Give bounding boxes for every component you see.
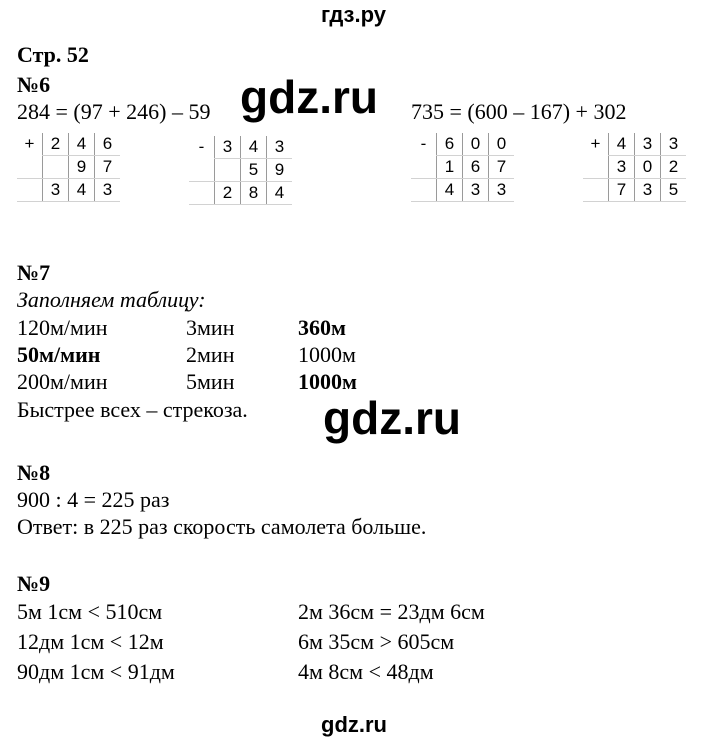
digit: 9 xyxy=(69,156,95,179)
watermark-top: gdz.ru xyxy=(240,71,378,123)
operator-cell xyxy=(17,156,43,179)
result-digit: 3 xyxy=(635,179,661,202)
operator-cell xyxy=(189,159,215,182)
task7-distance-2: 1000м xyxy=(298,342,356,367)
site-header: гдз.ру xyxy=(321,2,386,27)
digit: 3 xyxy=(267,136,293,159)
digit: 3 xyxy=(609,156,635,179)
digit: 3 xyxy=(635,133,661,156)
digit: 7 xyxy=(489,156,515,179)
operator-sign: - xyxy=(198,137,205,157)
watermark-middle: gdz.ru xyxy=(323,392,461,444)
digit: 6 xyxy=(95,133,121,156)
task6-label: №6 xyxy=(17,72,51,97)
result-digit: 8 xyxy=(241,182,267,205)
digit: 5 xyxy=(241,159,267,182)
task9-label: №9 xyxy=(17,571,51,596)
digit xyxy=(43,156,69,179)
digit: 2 xyxy=(661,156,687,179)
result-digit: 2 xyxy=(215,182,241,205)
digit: 1 xyxy=(437,156,463,179)
operator-cell xyxy=(411,156,437,179)
task7-distance-3: 1000м xyxy=(298,369,357,394)
task7-label: №7 xyxy=(17,260,51,285)
digit: 7 xyxy=(95,156,121,179)
digit: 4 xyxy=(69,133,95,156)
digit: 0 xyxy=(463,133,489,156)
digit: 0 xyxy=(489,133,515,156)
task7-distance-1: 360м xyxy=(298,315,346,340)
task7-time-2: 2мин xyxy=(186,342,235,367)
operator-sign: - xyxy=(420,134,427,154)
result-digit: 5 xyxy=(661,179,687,202)
task9-left-2: 12дм 1см < 12м xyxy=(17,629,164,654)
digit: 6 xyxy=(437,133,463,156)
operator-sign: + xyxy=(590,134,601,154)
result-digit: 3 xyxy=(489,179,515,202)
task6-equation-2: 735 = (600 – 167) + 302 xyxy=(411,99,627,124)
result-digit: 7 xyxy=(609,179,635,202)
digit xyxy=(215,159,241,182)
task7-speed-1: 120м/мин xyxy=(17,315,108,340)
task6-equation-1: 284 = (97 + 246) – 59 xyxy=(17,99,211,124)
operator-sign: + xyxy=(24,134,35,154)
task8-label: №8 xyxy=(17,460,51,485)
operator-cell xyxy=(583,156,609,179)
result-digit: 4 xyxy=(267,182,293,205)
task8-answer: Ответ: в 225 раз скорость самолета больше. xyxy=(17,514,427,539)
digit: 3 xyxy=(215,136,241,159)
digit: 2 xyxy=(43,133,69,156)
page-number: Стр. 52 xyxy=(17,42,89,67)
digit: 9 xyxy=(267,159,293,182)
task9-left-1: 5м 1см < 510см xyxy=(17,599,163,624)
result-digit: 3 xyxy=(43,179,69,202)
task8-calculation: 900 : 4 = 225 раз xyxy=(17,487,170,512)
result-digit: 4 xyxy=(437,179,463,202)
task7-speed-2: 50м/мин xyxy=(17,342,101,367)
result-digit: 3 xyxy=(95,179,121,202)
task7-conclusion: Быстрее всех – стрекоза. xyxy=(17,397,248,422)
digit: 3 xyxy=(661,133,687,156)
task9-right-3: 4м 8см < 48дм xyxy=(298,659,434,684)
result-digit: 3 xyxy=(463,179,489,202)
calc-grid-2 xyxy=(189,136,292,205)
calc-grid-3 xyxy=(411,133,514,202)
operator-cell xyxy=(189,182,215,205)
task7-time-3: 5мин xyxy=(186,369,235,394)
task9-right-2: 6м 35см > 605см xyxy=(298,629,455,654)
result-digit: 4 xyxy=(69,179,95,202)
operator-cell xyxy=(583,179,609,202)
calc-grid-4 xyxy=(583,133,686,202)
digit: 6 xyxy=(463,156,489,179)
task7-intro: Заполняем таблицу: xyxy=(17,287,206,312)
digit: 4 xyxy=(241,136,267,159)
digit: 0 xyxy=(635,156,661,179)
task9-left-3: 90дм 1см < 91дм xyxy=(17,659,175,684)
task7-time-1: 3мин xyxy=(186,315,235,340)
task9-right-1: 2м 36см = 23дм 6см xyxy=(298,599,485,624)
task7-speed-3: 200м/мин xyxy=(17,369,108,394)
calc-grid-1 xyxy=(17,133,120,202)
watermark-bottom: gdz.ru xyxy=(321,712,387,737)
operator-cell xyxy=(411,179,437,202)
operator-cell xyxy=(17,179,43,202)
digit: 4 xyxy=(609,133,635,156)
